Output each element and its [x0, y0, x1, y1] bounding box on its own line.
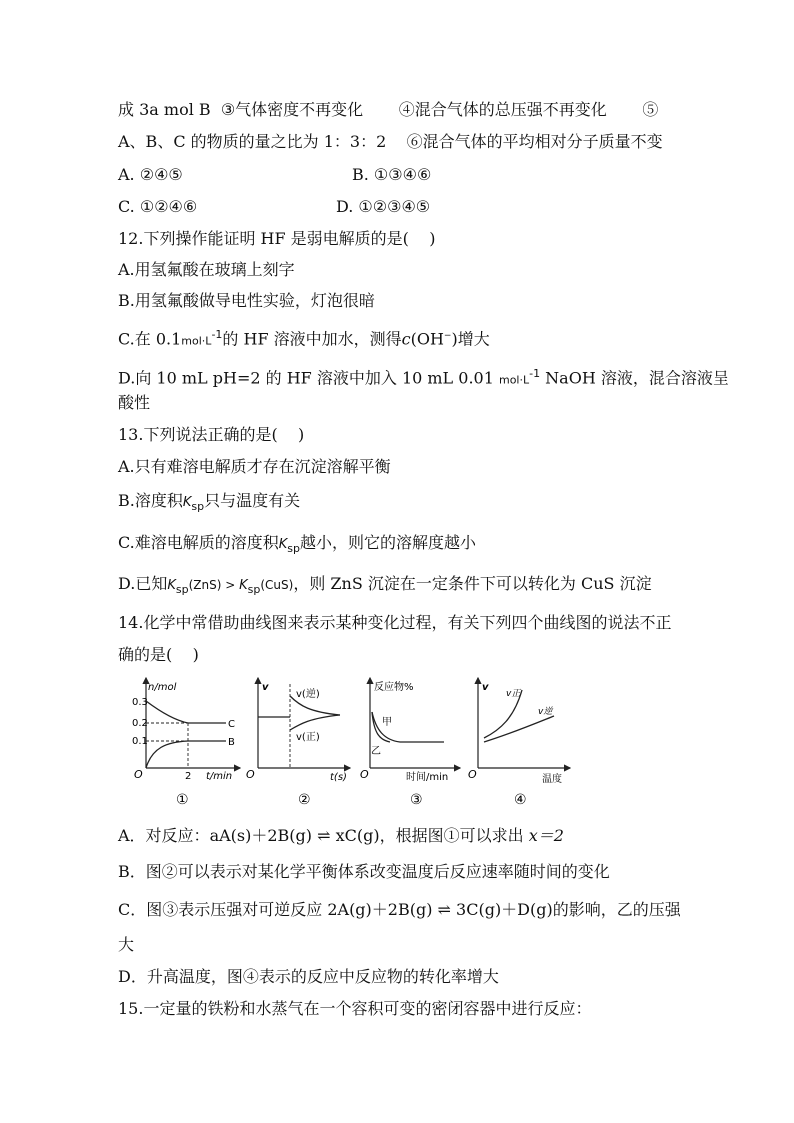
figure-2 — [246, 678, 350, 808]
question-14: 14.化学中常借助曲线图来表示某种变化过程，有关下列四个曲线图的说法不正 — [118, 613, 672, 632]
y-axis-label: n/mol — [148, 682, 177, 693]
curve-label-reverse: v(逆) — [296, 689, 320, 700]
curve-figures — [118, 672, 580, 810]
q14-option-c: C．图③表示压强对可逆反应 2A(g)＋2B(g) ⇌ 3C(g)＋D(g)的影响，乙的压强 — [118, 900, 681, 919]
q12-option-b: B.用氢氟酸做导电性实验，灯泡很暗 — [118, 291, 375, 310]
text: D.向 10 mL pH=2 的 HF 溶液中加入 10 mL 0.01 — [118, 368, 499, 388]
charge: − — [443, 331, 452, 341]
curve-label-reverse: v逆 — [538, 707, 553, 717]
y-axis-label: v — [262, 682, 269, 693]
curve-forward — [290, 715, 340, 730]
k-subscript: sp — [191, 500, 205, 514]
question-12: 12.下列操作能证明 HF 是弱电解质的是( ) — [118, 229, 436, 248]
figure-caption: ③ — [410, 792, 423, 808]
unit-exponent: -1 — [529, 367, 541, 380]
origin-label: O — [468, 768, 477, 781]
q14-option-b: B．图②可以表示对某化学平衡体系改变温度后反应速率随时间的变化 — [118, 862, 610, 881]
q12-option-a: A.用氢氟酸在玻璃上刻字 — [118, 260, 295, 279]
text-line: 酸性 — [118, 393, 151, 412]
curve-label-forward: v(正) — [296, 732, 320, 743]
text: D.已知 — [118, 574, 168, 593]
text: NaOH 溶液，混合溶液呈 — [540, 368, 729, 388]
option-a: A. ②④⑤ — [118, 165, 183, 184]
q13-option-c — [118, 533, 476, 559]
y-axis-label: 反应物% — [374, 682, 414, 693]
answer-value: x＝2 — [528, 826, 564, 845]
text: C.在 0.1 — [118, 329, 182, 349]
tick-label: 0.1 — [132, 736, 148, 747]
x-axis-label: t/min — [206, 771, 233, 782]
equation: aA(s)＋2B(g) ⇌ xC(g) — [209, 826, 380, 845]
q12-option-d — [118, 364, 729, 390]
q13-option-d — [118, 574, 652, 600]
curve-label-jia: 甲 — [382, 717, 392, 728]
text: (CuS) — [260, 578, 294, 592]
origin-label: O — [134, 768, 143, 781]
text: A．对反应： — [118, 826, 210, 845]
curve-c — [146, 701, 226, 723]
curve-label-forward: v正 — [506, 689, 521, 699]
tick-label: 2 — [185, 771, 192, 782]
figure-caption: ④ — [514, 792, 527, 808]
q14-option-d: D．升高温度，图④表示的反应中反应物的转化率增大 — [118, 967, 499, 986]
unit: mol·L — [181, 334, 212, 348]
k-subscript: sp — [247, 583, 261, 597]
tick-label: 0.2 — [132, 718, 148, 729]
unit: mol·L — [498, 373, 530, 387]
concentration-symbol: c — [401, 329, 411, 349]
question-13: 13.下列说法正确的是( ) — [118, 425, 305, 444]
text: 越小，则它的溶解度越小 — [300, 533, 477, 552]
text-line: A、B、C 的物质的量之比为 1：3：2 ⑥混合气体的平均相对分子质量不变 — [118, 132, 663, 151]
k-symbol: K — [278, 537, 288, 552]
text-line: 大 — [118, 935, 135, 954]
text: (ZnS) > — [188, 578, 240, 592]
option-b: B. ①③④⑥ — [352, 165, 432, 184]
x-axis-label: 温度 — [542, 774, 562, 785]
text-line: 确的是( ) — [118, 645, 199, 664]
figure-panel — [118, 672, 580, 810]
curve-label-b: B — [228, 737, 235, 748]
unit-exponent: -1 — [211, 328, 223, 341]
text: B.溶度积 — [118, 491, 183, 510]
curve-label-yi: 乙 — [371, 746, 381, 757]
text: (OH — [410, 329, 444, 349]
text: C.难溶电解质的溶度积 — [118, 533, 279, 552]
x-axis-label: t(s) — [330, 772, 347, 783]
figure-caption: ① — [176, 792, 189, 808]
text: ，则 ZnS 沉淀在一定条件下可以转化为 CuS 沉淀 — [293, 574, 652, 593]
text-line: 成 3a mol B ③气体密度不再变化 ④混合气体的总压强不再变化 ⑤ — [118, 100, 659, 119]
x-axis-label: 时间/min — [406, 772, 449, 783]
curve-reverse-rate — [484, 716, 554, 742]
question-15: 15.一定量的铁粉和水蒸气在一个容积可变的密闭容器中进行反应： — [118, 999, 592, 1018]
k-symbol: K — [182, 495, 192, 510]
figure-4 — [468, 678, 570, 808]
origin-label: O — [246, 768, 255, 781]
option-c: C. ①②④⑥ — [118, 197, 198, 216]
q14-option-a — [118, 826, 564, 846]
curve-b — [146, 741, 226, 768]
text: ) — [451, 329, 458, 349]
figure-caption: ② — [298, 792, 311, 808]
tick-label: 0.3 — [132, 697, 148, 708]
option-d: D. ①②③④⑤ — [336, 197, 431, 216]
curve-label-c: C — [228, 719, 235, 730]
figure-1 — [132, 678, 240, 808]
origin-label: O — [360, 768, 369, 781]
text: 的 HF 溶液中加水，测得 — [222, 329, 402, 349]
text: ，根据图①可以求出 — [379, 826, 529, 845]
q13-option-b — [118, 491, 300, 517]
q12-option-c — [118, 325, 490, 351]
k-subscript: sp — [175, 583, 189, 597]
q13-option-a: A.只有难溶电解质才存在沉淀溶解平衡 — [118, 457, 391, 476]
y-axis-label: v — [482, 682, 489, 693]
text: 只与温度有关 — [204, 491, 301, 510]
figure-3 — [360, 678, 460, 808]
k-symbol: K — [167, 578, 176, 593]
text: 增大 — [457, 329, 490, 349]
k-symbol: K — [239, 578, 248, 593]
k-subscript: sp — [287, 542, 301, 556]
